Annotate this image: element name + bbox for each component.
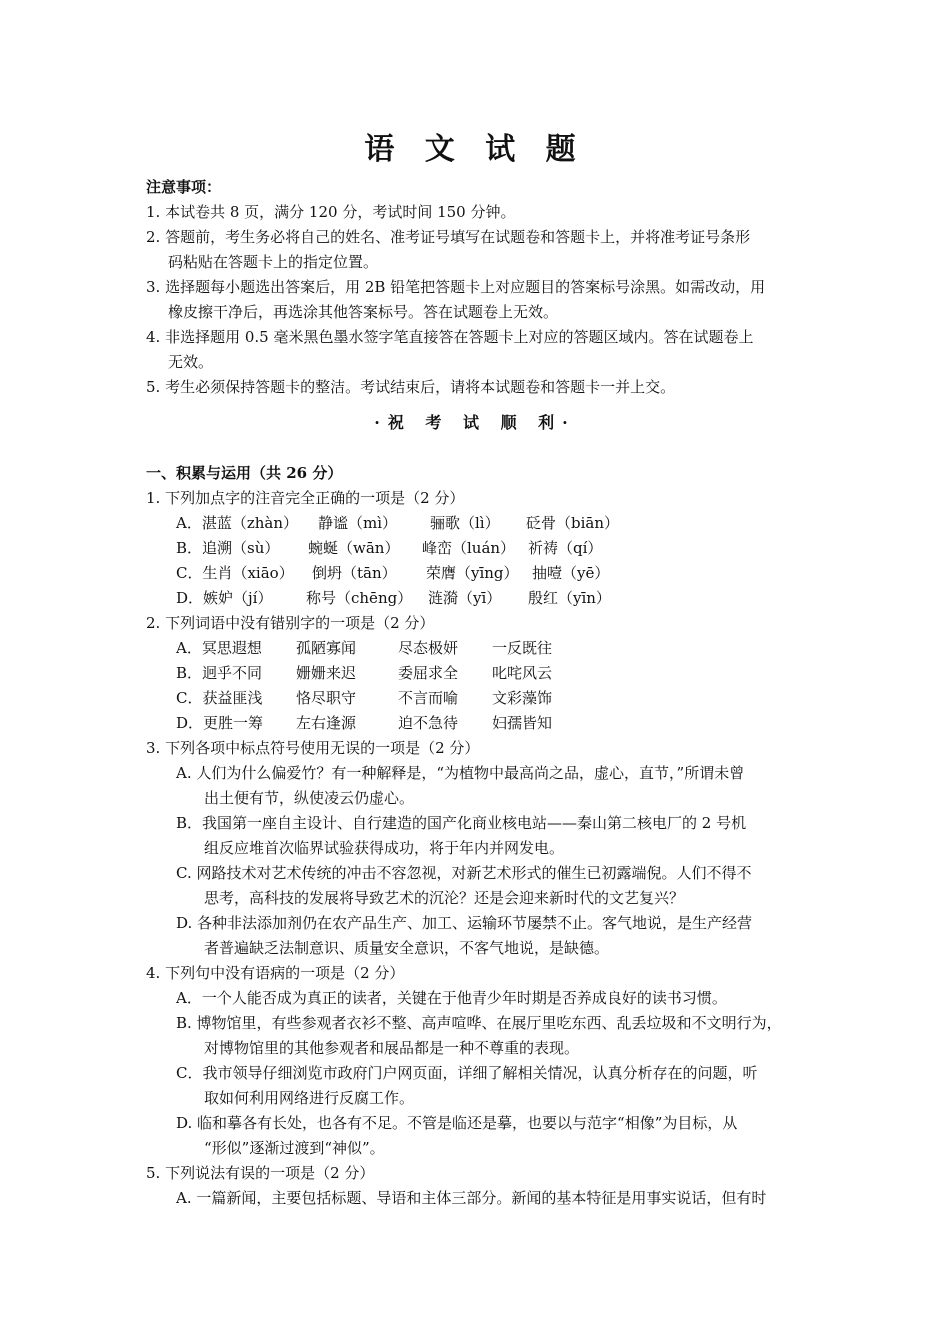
notice-line-1: 1. 本试卷共 8 页，满分 120 分，考试时间 150 分钟。 bbox=[146, 203, 516, 221]
q4-option-d-cont: “形似”逐渐过渡到“神似”。 bbox=[204, 1139, 385, 1157]
q1-d-2: 称号（chēng） bbox=[306, 589, 413, 607]
q1-a-2: 静谧（mì） bbox=[318, 514, 398, 532]
q1-d-1: D．嫉妒（jí） bbox=[176, 589, 273, 607]
q1-d-3: 涟漪（yī） bbox=[428, 589, 502, 607]
q2-d-3: 迫不急待 bbox=[398, 714, 459, 732]
q3-option-d: D. 各种非法添加剂仍在农产品生产、加工、运输环节屡禁不止。客气地说，是生产经营 bbox=[176, 914, 753, 932]
q4-option-c-cont: 取如何利用网络进行反腐工作。 bbox=[204, 1089, 415, 1107]
q1-c-3: 荣膺（yīng） bbox=[426, 564, 519, 582]
q1-c-2: 倒坍（tān） bbox=[312, 564, 397, 582]
q1-a-4: 砭骨（biān） bbox=[526, 514, 620, 532]
q2-stem: 2. 下列词语中没有错别字的一项是（2 分） bbox=[146, 614, 435, 632]
q4-option-d: D. 临和摹各有长处，也各有不足。不管是临还是摹，也要以与范字“相像”为目标，从 bbox=[176, 1114, 738, 1132]
q3-stem: 3. 下列各项中标点符号使用无误的一项是（2 分） bbox=[146, 739, 480, 757]
q4-option-c: C．我市领导仔细浏览市政府门户网页面，详细了解相关情况，认真分析存在的问题，听 bbox=[176, 1064, 758, 1082]
q2-a-4: 一反既往 bbox=[492, 639, 553, 657]
q5-stem: 5. 下列说法有误的一项是（2 分） bbox=[146, 1164, 375, 1182]
q2-b-4: 叱咤风云 bbox=[492, 664, 553, 682]
q2-a-1: A．冥思遐想 bbox=[176, 639, 262, 657]
q1-c-4: 抽噎（yē） bbox=[532, 564, 610, 582]
q1-c-1: C．生肖（xiāo） bbox=[176, 564, 294, 582]
q2-b-2: 姗姗来迟 bbox=[296, 664, 357, 682]
q1-b-2: 蜿蜒（wān） bbox=[308, 539, 400, 557]
q3-option-a-cont: 出土便有节，纵使凌云仍虚心。 bbox=[204, 789, 415, 807]
q3-option-b-cont: 组反应堆首次临界试验获得成功，将于年内并网发电。 bbox=[204, 839, 565, 857]
notice-line-4: 4. 非选择题用 0.5 毫米黑色墨水签字笔直接答在答题卡上对应的答题区域内。答在试题卷上 bbox=[146, 328, 754, 346]
q1-a-1: A．湛蓝（zhàn） bbox=[176, 514, 299, 532]
q2-d-1: D．更胜一筹 bbox=[176, 714, 264, 732]
exam-title: 语 文 试 题 bbox=[364, 132, 586, 167]
section-1-heading: 一、积累与运用（共 26 分） bbox=[146, 464, 343, 482]
notice-line-3-cont: 橡皮擦干净后，再选涂其他答案标号。答在试题卷上无效。 bbox=[168, 303, 559, 321]
q2-b-1: B．迥乎不同 bbox=[176, 664, 263, 682]
notice-line-2-cont: 码粘贴在答题卡上的指定位置。 bbox=[168, 253, 379, 271]
q2-c-2: 恪尽职守 bbox=[296, 689, 357, 707]
q2-a-2: 孤陋寡闻 bbox=[296, 639, 357, 657]
q4-option-a: A．一个人能否成为真正的读者，关键在于他青少年时期是否养成良好的读书习惯。 bbox=[176, 989, 727, 1007]
q3-option-d-cont: 者普遍缺乏法制意识、质量安全意识，不客气地说，是缺德。 bbox=[204, 939, 610, 957]
notice-heading: 注意事项： bbox=[146, 178, 222, 196]
q1-b-1: B．追溯（sù） bbox=[176, 539, 280, 557]
q1-a-3: 骊歌（lì） bbox=[430, 514, 500, 532]
q2-d-4: 妇孺皆知 bbox=[492, 714, 553, 732]
q3-option-b: B．我国第一座自主设计、自行建造的国产化商业核电站——秦山第二核电厂的 2 号机 bbox=[176, 814, 747, 832]
q4-stem: 4. 下列句中没有语病的一项是（2 分） bbox=[146, 964, 405, 982]
q2-c-3: 不言而喻 bbox=[398, 689, 459, 707]
q3-option-c: C. 网路技术对艺术传统的冲击不容忽视，对新艺术形式的催生已初露端倪。人们不得不 bbox=[176, 864, 752, 882]
q2-c-1: C．获益匪浅 bbox=[176, 689, 263, 707]
q3-option-c-cont: 思考，高科技的发展将导致艺术的沉沦？还是会迎来新时代的文艺复兴？ bbox=[204, 889, 685, 907]
q4-option-b-cont: 对博物馆里的其他参观者和展品都是一种不尊重的表现。 bbox=[204, 1039, 580, 1057]
q2-a-3: 尽态极妍 bbox=[398, 639, 459, 657]
notice-line-3: 3. 选择题每小题选出答案后，用 2B 铅笔把答题卡上对应题目的答案标号涂黑。如需改动，用 bbox=[146, 278, 766, 296]
q5-option-a: A. 一篇新闻，主要包括标题、导语和主体三部分。新闻的基本特征是用事实说话，但有时 bbox=[176, 1189, 767, 1207]
good-luck-line: ·祝 考 试 顺 利· bbox=[374, 413, 576, 432]
q1-stem: 1. 下列加点字的注音完全正确的一项是（2 分） bbox=[146, 489, 465, 507]
q1-d-4: 殷红（yīn） bbox=[528, 589, 611, 607]
q1-b-4: 祈祷（qí） bbox=[528, 539, 603, 557]
q2-b-3: 委屈求全 bbox=[398, 664, 459, 682]
notice-line-5: 5. 考生必须保持答题卡的整洁。考试结束后，请将本试题卷和答题卡一并上交。 bbox=[146, 378, 676, 396]
q4-option-b: B. 博物馆里，有些参观者衣衫不整、高声喧哗、在展厅里吃东西、乱丢垃圾和不文明行为， bbox=[176, 1014, 782, 1032]
notice-line-4-cont: 无效。 bbox=[168, 353, 214, 371]
q2-c-4: 文彩藻饰 bbox=[492, 689, 553, 707]
notice-line-2: 2. 答题前，考生务必将自己的姓名、准考证号填写在试题卷和答题卡上，并将准考证号条形 bbox=[146, 228, 751, 246]
q1-b-3: 峰峦（luán） bbox=[422, 539, 516, 557]
q2-d-2: 左右逢源 bbox=[296, 714, 357, 732]
q3-option-a: A. 人们为什么偏爱竹？有一种解释是，“为植物中最高尚之品，虚心，直节，”所谓未曾 bbox=[176, 764, 745, 782]
